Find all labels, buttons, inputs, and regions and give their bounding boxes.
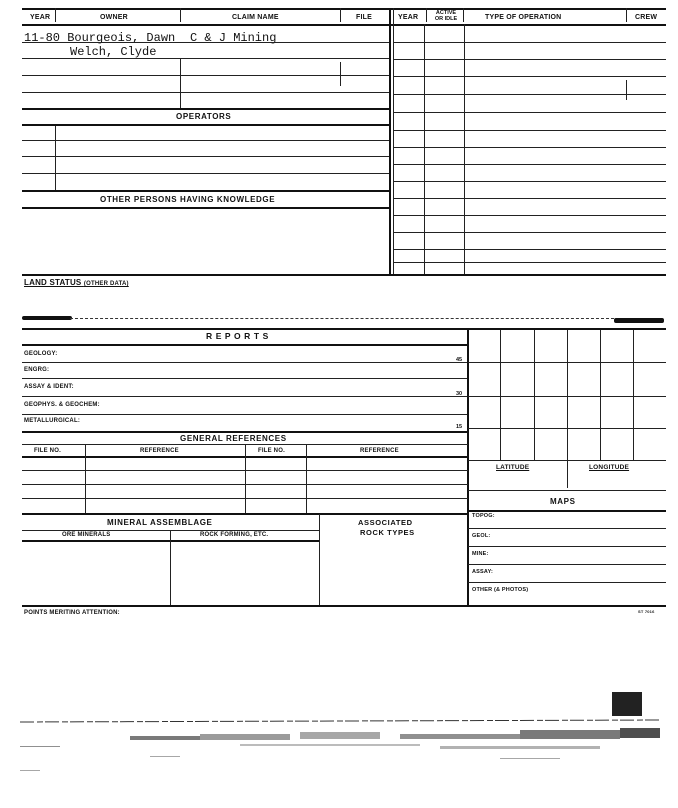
scan-block-mark (612, 692, 642, 716)
operators-col (55, 126, 56, 190)
other-persons-label: OTHER PERSONS HAVING KNOWLEDGE (100, 195, 276, 204)
reports-label: R E P O R T S (206, 331, 269, 341)
header-active: ACTIVE (435, 10, 457, 16)
row-line (22, 92, 389, 93)
map-row (468, 528, 666, 529)
ore-minerals-label: ORE MINERALS (62, 532, 111, 538)
header-tick (340, 8, 341, 22)
owner-col-line (180, 58, 181, 108)
ref-col (306, 444, 307, 514)
mineral-divider (319, 514, 320, 606)
map-topog: TOPOG: (472, 513, 495, 519)
entry-owner-2: Welch, Clyde (70, 45, 157, 59)
maps-line (468, 510, 666, 512)
header-file: FILE (356, 14, 372, 21)
map-row (468, 564, 666, 565)
grid-col (500, 330, 501, 460)
mineral-col (170, 530, 171, 606)
header-type-of-operation: TYPE OF OPERATION (485, 14, 562, 21)
ref-reference-1: REFERENCE (140, 448, 179, 454)
general-refs-label: GENERAL REFERENCES (180, 434, 287, 443)
report-row (22, 378, 468, 379)
row-line (22, 173, 389, 174)
associated-rock-label-1: ASSOCIATED (358, 518, 413, 527)
scan-noise-band (0, 690, 678, 800)
report-row (22, 414, 468, 415)
map-other: OTHER (& PHOTOS) (472, 587, 529, 593)
grid-col (633, 330, 634, 460)
header-tick (463, 8, 464, 22)
points-meriting-attention: POINTS MERITING ATTENTION: (24, 610, 120, 616)
ref-col (245, 444, 246, 514)
associated-rock-label-2: ROCK TYPES (360, 528, 415, 537)
ops-row (393, 262, 666, 263)
maps-label: MAPS (550, 497, 576, 506)
ref-row (22, 470, 468, 471)
center-divider (389, 8, 391, 276)
grid-col (600, 330, 601, 460)
ops-row (393, 130, 666, 131)
grid-row (468, 428, 666, 429)
header-or-idle: OR IDLE (434, 16, 458, 22)
report-row (22, 396, 468, 397)
rock-forming-label: ROCK FORMING, ETC. (200, 532, 269, 538)
entry-owner-1: 11-80 Bourgeois, Dawn (24, 31, 176, 45)
latitude-label: LATITUDE (496, 464, 530, 471)
ops-col-year (424, 24, 425, 276)
ops-row (393, 164, 666, 165)
map-row (468, 582, 666, 583)
longitude-label: LONGITUDE (589, 464, 630, 471)
row-line (22, 140, 389, 141)
ops-row (393, 76, 666, 77)
ops-row (393, 59, 666, 60)
scan-smear-left (22, 316, 72, 320)
top-border (22, 8, 666, 10)
ops-row (393, 215, 666, 216)
ops-row (393, 112, 666, 113)
report-engrg: ENGRG: (24, 367, 50, 373)
header-tick (180, 8, 181, 22)
header-claim-name: CLAIM NAME (232, 14, 279, 21)
ref-col (85, 444, 86, 514)
land-status-sub: (OTHER DATA) (83, 281, 129, 287)
land-status-label (24, 278, 129, 287)
report-geophys: GEOPHYS. & GEOCHEM: (24, 402, 100, 408)
other-persons-bottom-line (22, 207, 389, 209)
other-persons-top-line (22, 190, 389, 192)
ref-file-no-2: FILE NO. (258, 448, 285, 454)
row-line (22, 42, 389, 43)
claim-col-line (340, 62, 341, 86)
operators-label: OPERATORS (176, 112, 232, 121)
operators-bottom-line (22, 124, 389, 126)
row-line (22, 75, 389, 76)
mineral-top-line (22, 513, 468, 515)
grid-number-15: 15 (456, 424, 463, 430)
ops-row (393, 94, 666, 95)
map-mine: MINE: (472, 551, 489, 557)
reports-bottom-line (22, 344, 468, 346)
ref-row (22, 484, 468, 485)
header-tick (626, 8, 627, 22)
mineral-assemblage-label: MINERAL ASSEMBLAGE (107, 518, 213, 527)
entry-claim-1: C & J Mining (190, 31, 277, 45)
map-assay: ASSAY: (472, 569, 494, 575)
reports-top-line (22, 328, 666, 330)
header-crew: CREW (635, 14, 658, 21)
form-bottom-line (22, 605, 666, 607)
grid-row (468, 396, 666, 397)
report-assay: ASSAY & IDENT: (24, 384, 74, 390)
grid-number-45: 45 (456, 357, 463, 363)
latlong-divider (567, 460, 568, 488)
ref-file-no-1: FILE NO. (34, 448, 61, 454)
report-geology: GEOLOGY: (24, 351, 58, 357)
header-year: YEAR (30, 14, 51, 21)
ops-col-crew (626, 80, 627, 100)
ref-row (22, 498, 468, 499)
grid-col (534, 330, 535, 460)
row-line (22, 58, 389, 59)
report-row (22, 362, 468, 363)
grid-number-30: 30 (456, 391, 463, 397)
general-refs-top-line (22, 431, 468, 433)
land-status-title: LAND STATUS (24, 278, 82, 287)
grid-col (567, 330, 568, 460)
dashed-line (70, 318, 614, 319)
map-geol: GEOL: (472, 533, 491, 539)
latlong-bottom (468, 490, 666, 491)
operators-top-line (22, 108, 389, 110)
header-bottom-line (22, 24, 666, 26)
header-owner: OWNER (100, 14, 128, 21)
ops-row (393, 232, 666, 233)
center-divider-inner (393, 8, 394, 276)
header-tick (55, 8, 56, 22)
map-row (468, 546, 666, 547)
ref-reference-2: REFERENCE (360, 448, 399, 454)
scan-smear-right (614, 318, 664, 323)
header-tick (426, 8, 427, 22)
ops-row (393, 249, 666, 250)
ops-row (393, 198, 666, 199)
ops-row (393, 147, 666, 148)
grid-row (468, 362, 666, 363)
ops-row (393, 42, 666, 43)
form-number: ST 7016 (638, 609, 655, 614)
ops-col-active (464, 24, 465, 276)
land-status-top-line (22, 274, 666, 276)
ops-row (393, 181, 666, 182)
header-year-right: YEAR (398, 14, 419, 21)
report-metallurgical: METALLURGICAL: (24, 418, 81, 424)
row-line (22, 156, 389, 157)
